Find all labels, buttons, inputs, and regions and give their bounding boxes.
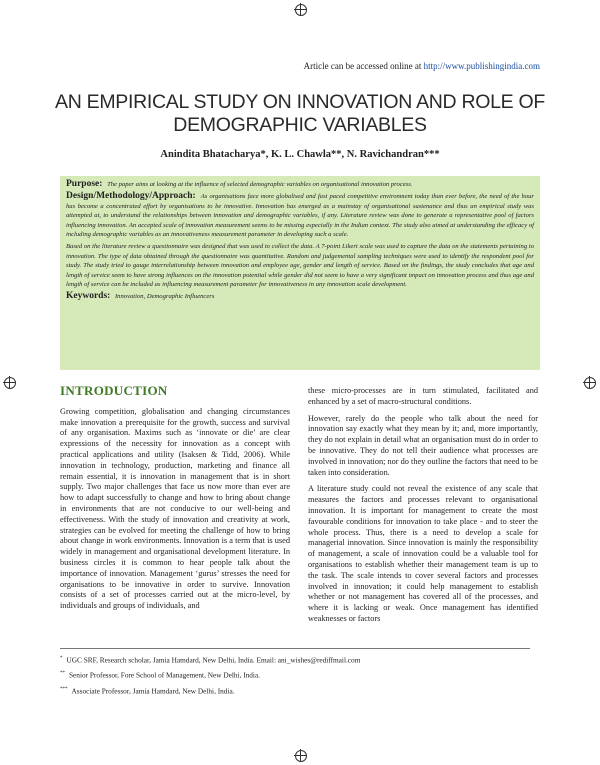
footnote-3: *** Associate Professor, Jamia Hamdard, New Delhi, India. (60, 686, 235, 696)
design-label: Design/Methodology/Approach: (66, 191, 196, 202)
abstract-purpose (66, 180, 534, 189)
author-list: Anindita Bhatacharya*, K. L. Chawla**, N. Ravichandran*** (160, 149, 440, 160)
keywords-text: Innovation, Demographic Influencers (114, 293, 215, 301)
access-prefix: Article can be accessed online at (303, 61, 422, 71)
right-column (308, 386, 538, 631)
intro-paragraph-4: A literature study could not reveal the existence of any scale that measures the factors and processes relevant to organisational innovation. It is important for management to create the most favourable conditions for innovation to take place - and to steer the whole process. Thus, there is a need to develop a scale for managerial innovation. Since innovation is mainly the responsibility of management, a scale of innovation could be a valuable tool for organisations to establish whether their management team is up to the task. The scale intends to cover several factors and processes involved in innovation; it could help management to establish whether or not management has covered all of the processes, and where it is lacking or weak. Once management has identified weaknesses or factors (308, 484, 538, 623)
registration-mark-top (295, 4, 307, 16)
abstract-para2: Based on the literature review a questionnaire was designed that was used to collect the data. A 7-point Likert scale was used to capture the data on the statements pertaining to innovation. The type of data obtained through the questionnaire was quantitative. Random and judgemental sampling techniques were used to identify the respondent pool for study. The study tried to gauge interrelationship between innovation and employee age, gender and length of service. Based on the findings, the study concludes that age and length of service seem to have strong influences on the innovation potential while gender did not seem to have a very significant impact on innovation process and thus age and length of service can be included as influencing measurement parameter for innovativeness in any innovation scale development. (66, 243, 534, 289)
intro-paragraph-2: these micro-processes are in turn stimulated, facilitated and enhanced by a set of macro-structural conditions. (308, 386, 538, 406)
abstract-design (66, 192, 534, 239)
abstract-keywords (66, 292, 534, 301)
access-line (304, 61, 540, 71)
access-url-link[interactable]: http://www.publishingindia.com (423, 61, 540, 71)
keywords-label: Keywords: (66, 291, 111, 302)
left-column (60, 383, 290, 618)
footnote-2: ** Senior Professor, Fore School of Management, New Delhi, India. (60, 670, 261, 680)
registration-mark-left (4, 377, 16, 389)
purpose-text: The paper aims at looking at the influence of selected demographic variables on organisational innovation process. (107, 181, 413, 188)
intro-paragraph-3: However, rarely do the people who talk about the need for innovation say exactly what they mean by it; and, more importantly, they do not explain in detail what an organisation must do in order to be innovative. They do not tell their audience what processes are involved in innovation; nor do they outline the factors that need to be taken into consideration. (308, 413, 538, 477)
purpose-label: Purpose: (66, 179, 103, 189)
introduction-heading: INTRODUCTION (60, 383, 168, 398)
abstract-box (60, 176, 540, 370)
footnote-rule (60, 648, 530, 649)
paper-title: AN EMPIRICAL STUDY ON INNOVATION AND ROLE OF DEMOGRAPHIC VARIABLES (55, 91, 545, 136)
footnote-1: * UGC SRF, Research scholar, Jamia Hamdard, New Delhi, India. Email: ani_wishes@rediffmail.com (60, 655, 361, 665)
registration-mark-right (584, 377, 596, 389)
registration-mark-bottom (295, 750, 307, 762)
footnotes (60, 652, 540, 698)
intro-paragraph-1: Growing competition, globalisation and changing circumstances make innovation a prerequisite for the growth, success and survival of any organisation. Maxims such as ‘innovate or die’ are clear expressions of the necessity for innovation as a concept with practical applications and utility (Isaksen & Tidd, 2006). While innovation in technology, production, marketing and finance all remain essential, it is innovation in management that is in short supply. Two major challenges that face us now more than ever are how to adapt successfully to change and how to bring about change in environments that are not conducive to our well-being and effectiveness. With the study of innovation and creativity at work, strategies can be evolved for meeting the challenge of how to bring about change in work environments. Innovation is a term that is used widely in management and organisational development literature. In business circles it is common to hear people talk about the importance of innovation. Management ‘gurus’ stresses the need for organisations to be innovative in order to survive. Innovation consists of a set of processes carried out at the micro-level, by individuals and groups of individuals, and (60, 406, 290, 611)
design-text: As organisations face more globalised and fast paced competitive environment today than ever before, the need of the hour has become a concentrated effort by organisations to be innovative. Innovation has emerged as a mainstay of organisational sustenance and thus an empirical study was attempted at, to understand the relationships between innovation and demographic variables, if any. Literature review was done to generate a representative pool of factors influencing innovation. An accepted scale of innovation measurement seems to be missing especially in the Indian context. The study also aimed at understanding the efficacy of including demographic variables as an innovativeness measurement parameter in developing such a scale. (66, 193, 534, 239)
